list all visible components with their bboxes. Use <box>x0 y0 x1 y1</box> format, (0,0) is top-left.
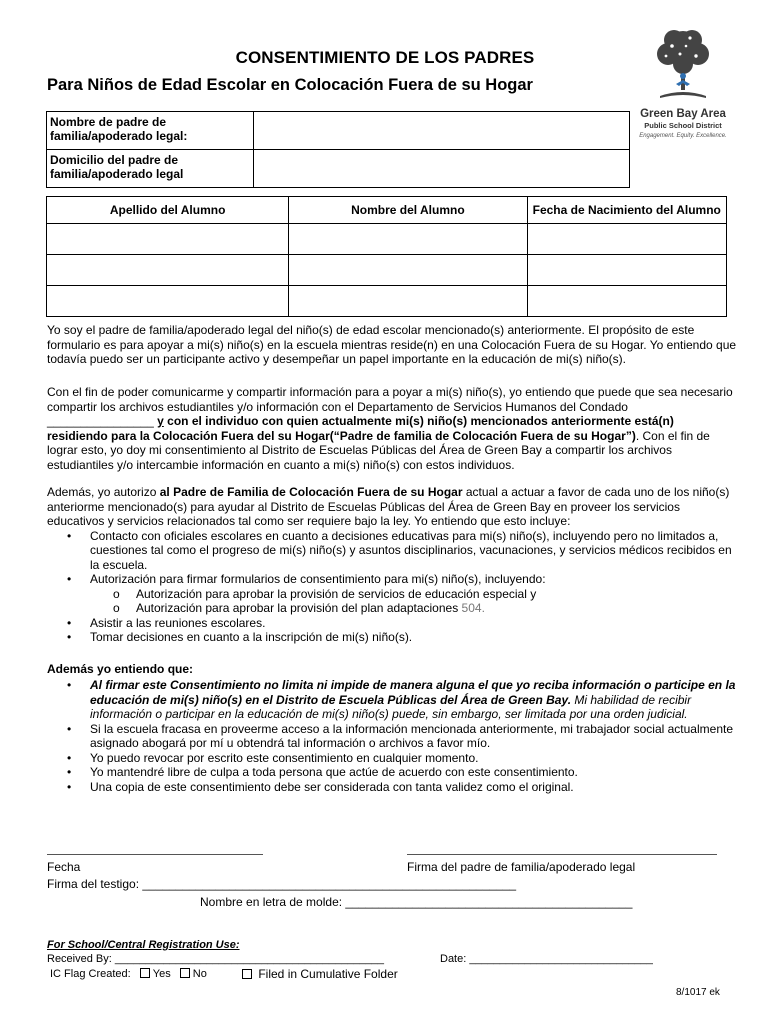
ic-flag-row <box>50 968 207 980</box>
parent-address-label: Domicilio del padre de familia/apoderado legal <box>47 150 254 188</box>
authorization-list-cont <box>47 616 737 645</box>
filed-label: Filed in Cumulative Folder <box>258 967 398 981</box>
ic-flag-label: IC Flag Created: <box>50 968 131 980</box>
list-item-text: Autorización para firmar formularios de consentimiento para mi(s) niño(s), incluyendo: <box>90 572 546 586</box>
list-item <box>47 587 737 602</box>
authorization-sublist <box>47 587 737 616</box>
list-item <box>47 678 737 722</box>
sharing-text-d: . Con el fin de lograr esto, yo doy mi consentimiento al Distrito de Escuelas Públicas del Área de Green Bay a compartir los archivos estudiantiles y/o intercambie información en cuanto a mi(s) niño(s) con estos individuos. <box>47 428 710 472</box>
student-birthdate-cell[interactable] <box>527 224 727 255</box>
sub-bullet-icon: o <box>113 601 120 615</box>
parent-signature-label: Firma del padre de familia/apoderado legal <box>407 860 636 874</box>
table-row <box>47 224 727 255</box>
date-signature-line[interactable] <box>47 854 263 855</box>
ic-flag-no-checkbox[interactable] <box>180 968 190 978</box>
list-item-text-bold: Al firmar este Consentimiento no limita ni impide de manera alguna el que yo reciba información o participe en la educación de mi(s) niño(s) en el Distrito de Escuela Públicas del Área de Green Bay. <box>90 678 736 707</box>
list-item-text: Contacto con oficiales escolares en cuanto a decisiones educativas para mi(s) niño(s), incluyendo pero no limitados a, cuestiones tal como el progreso de mi(s) niño(s) y asuntos disciplinarios, vacunaciones, y servicios médicos recibidos en la escuela. <box>90 528 732 572</box>
list-item <box>47 630 737 645</box>
logo-subtitle: Public School District <box>644 121 722 130</box>
auth-text-c: actual a actuar a favor de cada uno de los niño(s) anteriorme mencionado(s) para ayudar al Distrito de Escuelas Públicas del Área de Green Bay en proveer los servicios educativos y servicios relacionados tal como ser requiere bajo la ley. Yo entiendo que esto incluye: <box>47 485 730 528</box>
bullet-icon: • <box>67 528 72 543</box>
student-birthdate-cell[interactable] <box>527 255 727 286</box>
column-header-first-name: Nombre del Alumno <box>289 197 527 224</box>
list-item-text: Si la escuela fracasa en proveerme acceso a la información mencionada anteriormente, mi trabajador social actualmente asignado abogará por mí u obtendrá tal información o archivos a favor mío. <box>90 721 734 750</box>
received-by-field[interactable]: Received By: ____________________________________________ <box>47 953 385 965</box>
purpose-paragraph: Yo soy el padre de familia/apoderado legal del niño(s) de edad escolar mencionado(s) anteriormente. El propósito de este formulario es para apoyar a mi(s) niño(s) en la escuela mientras reside(n) en una Colocación Fuera de su Hogar. Yo entiendo que todavía puedo ser un participante activo y desempeñar un papel importante en la educación de mi(s) niño(s). <box>47 323 737 366</box>
list-item <box>47 780 737 795</box>
list-item <box>47 765 737 780</box>
bullet-icon: • <box>67 779 72 794</box>
list-item-text: Tomar decisiones en cuanto a la inscripción de mi(s) niño(s). <box>90 630 413 644</box>
sharing-text-a: Con el fin de poder comunicarme y compartir información para a poyar a mi(s) niño(s), yo entiendo que puede que sea necesario compartir los archivos estudiantiles y/o información con el Departamento de Servicios Humanos del Condado ________________ <box>47 385 733 428</box>
parent-signature-line[interactable] <box>407 854 717 855</box>
bullet-icon: • <box>67 750 72 765</box>
list-item-text: Autorización para aprobar la provisión de servicios de educación especial y <box>136 586 537 601</box>
column-header-birthdate: Fecha de Nacimiento del Alumno <box>527 197 727 224</box>
page-title: CONSENTIMIENTO DE LOS PADRES <box>235 48 535 67</box>
student-table <box>46 196 727 317</box>
list-item-text: Yo mantendré libre de culpa a toda persona que actúe de acuerdo con este consentimiento. <box>90 765 578 779</box>
sharing-paragraph <box>47 385 737 472</box>
district-logo <box>638 26 728 146</box>
list-item <box>47 616 737 631</box>
list-item-text: Asistir a las reuniones escolares. <box>90 615 266 630</box>
filed-row <box>242 967 398 981</box>
student-first-name-cell[interactable] <box>289 286 527 317</box>
list-item-text: Una copia de este consentimiento debe ser considerada con tanta validez como el original. <box>90 779 574 794</box>
understanding-list <box>47 678 737 794</box>
bullet-icon: • <box>67 721 72 736</box>
student-first-name-cell[interactable] <box>289 224 527 255</box>
student-last-name-cell[interactable] <box>47 286 289 317</box>
table-row <box>47 286 727 317</box>
logo-tagline: Engagement. Equity. Excellence. <box>639 133 727 139</box>
student-birthdate-cell[interactable] <box>527 286 727 317</box>
bullet-icon: • <box>67 615 72 630</box>
form-code: 8/1017 ek <box>676 987 720 998</box>
date-label: Fecha <box>47 860 81 874</box>
parent-info-table <box>46 111 630 188</box>
logo-name: Green Bay Area <box>640 108 726 120</box>
page-subtitle: Para Niños de Edad Escolar en Colocación Fuera de su Hogar <box>47 76 533 94</box>
student-last-name-cell[interactable] <box>47 255 289 286</box>
authorization-list <box>47 529 737 587</box>
parent-address-field[interactable] <box>253 150 629 188</box>
ic-flag-yes-label: Yes <box>152 968 171 980</box>
sharing-text-y: y <box>157 414 164 428</box>
filed-checkbox[interactable] <box>242 969 252 979</box>
tree-icon <box>650 26 716 106</box>
student-first-name-cell[interactable] <box>289 255 527 286</box>
table-row <box>47 255 727 286</box>
list-item-text: Yo puedo revocar por escrito este consentimiento en cualquier momento. <box>90 750 479 765</box>
authorization-paragraph <box>47 485 737 645</box>
student-last-name-cell[interactable] <box>47 224 289 255</box>
date-received-field[interactable]: Date: ______________________________ <box>440 953 653 965</box>
witness-signature-field[interactable]: Firma del testigo: ________________________________________________________ <box>47 877 517 891</box>
list-item <box>47 529 737 573</box>
list-item <box>47 751 737 766</box>
parent-name-label: Nombre de padre de familia/apoderado legal: <box>47 112 254 150</box>
sharing-text-bold: con el individuo con quien actualmente mi(s) niño(s) mencionados anteriormente está(n) residiendo para la Colocación Fuera del su Hogar(“Padre de familia de Colocación Fuera de su Hogar”) <box>47 414 674 443</box>
bullet-icon: • <box>67 572 72 586</box>
ic-flag-yes-checkbox[interactable] <box>140 968 150 978</box>
list-item-text-italic: Mi habilidad de recibir información o participar en la educación de mi(s) niño(s) puede, sin embargo, ser limitada por una orden judicial. <box>90 692 692 721</box>
list-item <box>47 572 737 587</box>
list-item <box>47 722 737 751</box>
column-header-last-name: Apellido del Alumno <box>47 197 289 224</box>
list-item-text: Autorización para aprobar la provisión del plan adaptaciones <box>136 601 462 615</box>
bullet-icon: • <box>67 678 72 692</box>
auth-text-bold: al Padre de Familia de Colocación Fuera de su Hogar <box>159 485 463 499</box>
ic-flag-no-label: No <box>192 968 207 980</box>
list-item <box>47 601 737 616</box>
school-use-heading: For School/Central Registration Use: <box>47 939 240 951</box>
print-name-field[interactable]: Nombre en letra de molde: ___________________________________________ <box>200 895 633 909</box>
understanding-list-wrap <box>47 678 737 794</box>
bullet-icon: • <box>67 765 72 779</box>
understanding-heading: Además yo entiendo que: <box>47 662 194 676</box>
bullet-icon: • <box>67 630 72 644</box>
sub-bullet-icon: o <box>113 586 120 601</box>
list-item-text-504: 504. <box>461 601 485 615</box>
auth-text-a: Además, yo autorizo <box>47 485 160 499</box>
parent-name-field[interactable] <box>253 112 629 150</box>
